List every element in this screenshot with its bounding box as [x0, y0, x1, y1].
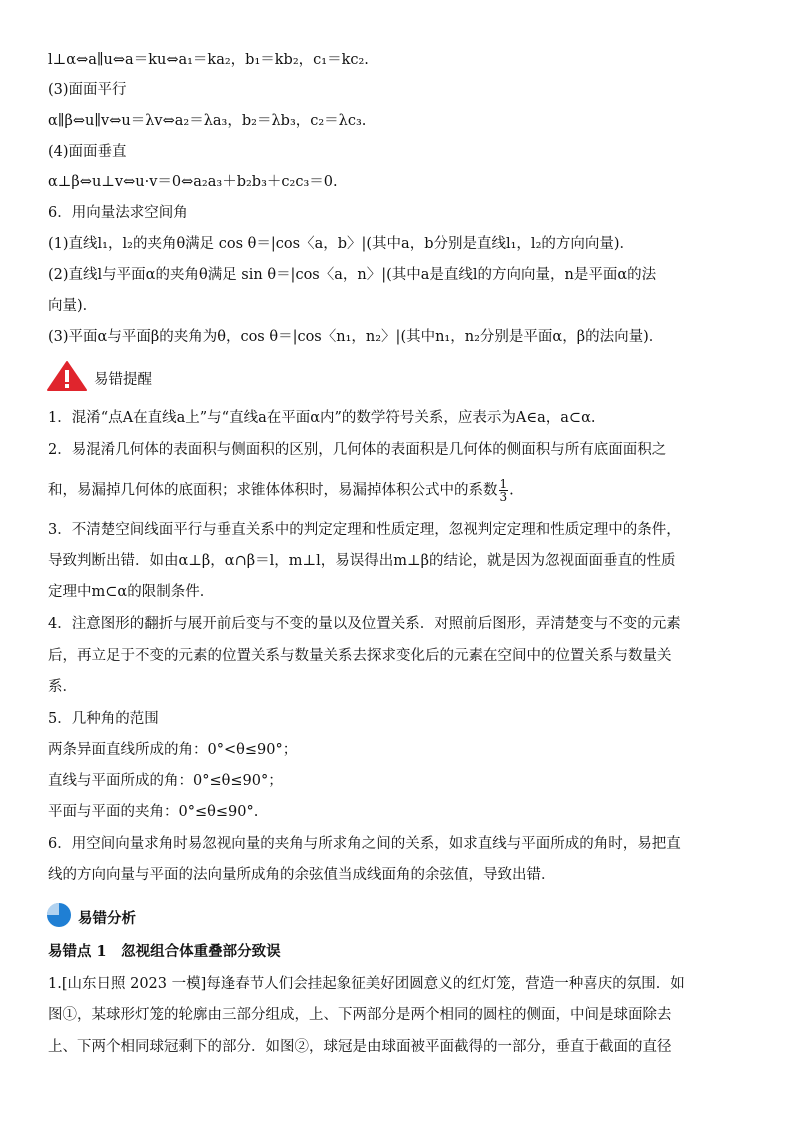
- text-line-with-fraction: 和，易漏掉几何体的底面积；求锥体体积时，易漏掉体积公式中的系数 $\frac{1}{3}$ .: [48, 477, 514, 504]
- warning-title: 易错提醒: [94, 371, 152, 388]
- text-line: (3)平面α与平面β的夹角为θ，cos θ＝|cos〈n₁，n₂〉|(其中n₁，n₂分别是平面α，β的法向量)．: [48, 329, 664, 345]
- text-line: 平面与平面的夹角：0°≤θ≤90°.: [48, 804, 259, 820]
- text-line: 上、下两个相同球冠剩下的部分．如图②，球冠是由球面被平面截得的一部分，垂直于截面的直径: [48, 1039, 672, 1055]
- text-line: 线的方向向量与平面的法向量所成角的余弦值当成线面角的余弦值，导致出错．: [48, 867, 556, 883]
- warning-header: [46, 360, 152, 396]
- text-line: 导致判断出错．如由α⊥β，α∩β＝l，m⊥l，易误得出m⊥β的结论，就是因为忽视面面垂直的性质: [48, 553, 676, 569]
- warning-triangle-icon: [46, 360, 88, 396]
- text-line: l⊥α⇔a∥u⇔a＝ku⇔a₁＝ka₂，b₁＝kb₂，c₁＝kc₂.: [48, 52, 369, 68]
- text-line: 2．易混淆几何体的表面积与侧面积的区别，几何体的表面积是几何体的侧面积与所有底面面积之: [48, 442, 667, 458]
- fraction-denominator: 3: [499, 490, 508, 504]
- text-line: α⊥β⇔u⊥v⇔u·v＝0⇔a₂a₃＋b₂b₃＋c₂c₃＝0.: [48, 174, 338, 190]
- text-line: (1)直线l₁，l₂的夹角θ满足 cos θ＝|cos〈a，b〉|(其中a，b分别是直线l₁，l₂的方向向量)．: [48, 236, 635, 252]
- error-point-title: 易错点 1 忽视组合体重叠部分致误: [48, 943, 281, 960]
- analysis-header: [46, 902, 136, 932]
- text-line: α∥β⇔u∥v⇔u＝λv⇔a₂＝λa₃，b₂＝λb₃，c₂＝λc₃.: [48, 113, 367, 129]
- fraction: [499, 478, 509, 503]
- text-line: 3．不清楚空间线面平行与垂直关系中的判定定理和性质定理，忽视判定定理和性质定理中的条件，: [48, 522, 681, 538]
- text-line: 定理中m⊂α的限制条件．: [48, 584, 215, 600]
- text-line: 和，易漏掉几何体的底面积；求锥体体积时，易漏掉体积公式中的系数: [48, 482, 498, 499]
- text-line: 后，再立足于不变的元素的位置关系与数量关系去探求变化后的元素在空间中的位置关系与数量关: [48, 648, 672, 664]
- text-line: (3)面面平行: [48, 82, 127, 98]
- text-line: 6．用空间向量求角时易忽视向量的夹角与所求角之间的关系，如求直线与平面所成的角时，易把直: [48, 836, 681, 852]
- text-line: 图①，某球形灯笼的轮廓由三部分组成，上、下两部分是两个相同的圆柱的侧面，中间是球面除去: [48, 1007, 672, 1023]
- text-line: 1.[山东日照 2023 一模]每逢春节人们会挂起象征美好团圆意义的红灯笼，营造一种喜庆的氛围．如: [48, 976, 685, 992]
- text-line: 1．混淆“点A在直线a上”与“直线a在平面α内”的数学符号关系，应表示为A∈a，a⊂α.: [48, 410, 596, 426]
- analysis-title: 易错分析: [78, 910, 136, 927]
- fraction-numerator: 1: [499, 477, 508, 491]
- text-line: 两条异面直线所成的角：0°<θ≤90°；: [48, 742, 298, 758]
- pie-chart-icon: [46, 902, 72, 932]
- text-line: (2)直线l与平面α的夹角θ满足 sin θ＝|cos〈a，n〉|(其中a是直线l的方向向量，n是平面α的法: [48, 267, 657, 283]
- section-heading: 6．用向量法求空间角: [48, 205, 188, 221]
- text-line: 系．: [48, 679, 77, 695]
- text-line: 向量)．: [48, 298, 98, 314]
- text-line: (4)面面垂直: [48, 144, 127, 160]
- text-line: 直线与平面所成的角：0°≤θ≤90°；: [48, 773, 283, 789]
- text-line: 5．几种角的范围: [48, 711, 159, 727]
- text-line: 4．注意图形的翻折与展开前后变与不变的量以及位置关系．对照前后图形，弄清楚变与不变的元素: [48, 616, 681, 632]
